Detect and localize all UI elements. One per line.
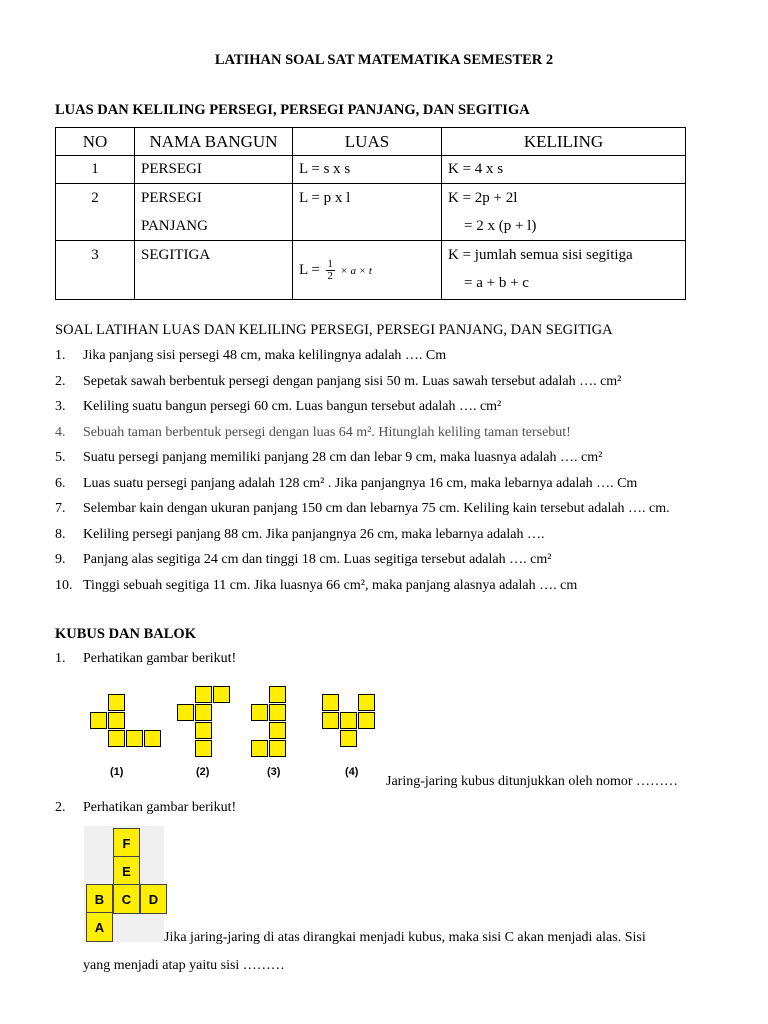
row-no: 1: [56, 156, 135, 184]
section-heading-exercises: SOAL LATIHAN LUAS DAN KELILING PERSEGI, PERSEGI PANJANG, DAN SEGITIGA: [55, 322, 613, 338]
row-keliling: [442, 184, 686, 241]
list-item: 3. Keliling suatu bangun persegi 60 cm. Luas bangun tersebut adalah …. cm²: [55, 399, 502, 414]
cube-question-2-desc-2: yang menjadi atap yaitu sisi ………: [83, 958, 285, 973]
header-luas: LUAS: [293, 128, 442, 156]
row-name-line1: PERSEGI: [141, 190, 202, 206]
keliling-line2: = 2 x (p + l): [464, 218, 537, 234]
cube-question-2-desc-1: Jika jaring-jaring di atas dirangkai menjadi kubus, maka sisi C akan menjadi alas. Sisi: [164, 930, 646, 945]
table-row: [56, 241, 686, 300]
section-heading-cubes: KUBUS DAN BALOK: [55, 626, 196, 642]
keliling-line2: = a + b + c: [464, 275, 529, 291]
fraction-numerator: 1: [327, 257, 333, 270]
row-name: SEGITIGA: [135, 241, 293, 300]
net-label-2: (2): [196, 766, 210, 778]
page-title: LATIHAN SOAL SAT MATEMATIKA SEMESTER 2: [214, 52, 554, 68]
row-name-line2: PANJANG: [141, 218, 208, 234]
net-label-4: (4): [345, 766, 359, 778]
list-item: 10. Tinggi sebuah segitiga 11 cm. Jika luasnya 66 cm², maka panjang alasnya adalah …. cm: [55, 577, 578, 593]
row-luas: L = s x s: [293, 156, 442, 184]
face-a: A: [86, 912, 113, 942]
row-name: PERSEGI: [135, 156, 293, 184]
list-item: 1. Jika panjang sisi persegi 48 cm, maka kelilingnya adalah …. Cm: [55, 348, 447, 363]
list-item: 2. Sepetak sawah berbentuk persegi dengan panjang sisi 50 m. Luas sawah tersebut adalah …. cm²: [55, 373, 622, 389]
table-header-row: [56, 128, 686, 156]
list-item: 6. Luas suatu persegi panjang adalah 128 cm² . Jika panjangnya 16 cm, maka lebarnya adalah …. Cm: [55, 475, 638, 491]
table-row: [56, 156, 686, 184]
table-row: [56, 184, 686, 241]
row-luas: L = p x l: [293, 184, 442, 241]
header-keliling: KELILING: [442, 128, 686, 156]
face-b: B: [86, 884, 113, 914]
header-no: NO: [56, 128, 135, 156]
net-label-1: (1): [110, 766, 124, 778]
row-luas: [293, 241, 442, 300]
face-e: E: [113, 856, 140, 886]
row-name: [135, 184, 293, 241]
face-f: F: [113, 828, 140, 858]
list-item: 7. Selembar kain dengan ukuran panjang 150 cm dan lebarnya 75 cm. Keliling kain tersebut adalah …. cm.: [55, 501, 670, 516]
keliling-line1: K = 2p + 2l: [448, 190, 518, 206]
cube-question-1: 1. Perhatikan gambar berikut!: [55, 651, 237, 666]
list-item: 9. Panjang alas segitiga 24 cm dan tinggi 18 cm. Luas segitiga tersebut adalah …. cm²: [55, 552, 552, 567]
row-no: 3: [56, 241, 135, 300]
list-item: 5. Suatu persegi panjang memiliki panjang 28 cm dan lebar 9 cm, maka luasnya adalah …. cm²: [55, 450, 603, 465]
row-keliling: K = 4 x s: [442, 156, 686, 184]
keliling-line1: K = jumlah semua sisi segitiga: [448, 247, 633, 263]
header-name: NAMA BANGUN: [135, 128, 293, 156]
cube-question-2: 2. Perhatikan gambar berikut!: [55, 800, 237, 815]
formula-table: [55, 127, 686, 300]
cube-question-1-answer: Jaring-jaring kubus ditunjukkan oleh nomor ………: [386, 774, 679, 789]
net-label-3: (3): [267, 766, 281, 778]
fraction-half: [326, 259, 335, 282]
row-keliling: [442, 241, 686, 300]
exercise-list: [55, 348, 670, 603]
row-no: 2: [56, 184, 135, 241]
section-heading-formulas: LUAS DAN KELILING PERSEGI, PERSEGI PANJANG, DAN SEGITIGA: [55, 102, 530, 118]
face-c: C: [113, 884, 140, 914]
list-item: 8. Keliling persegi panjang 88 cm. Jika panjangnya 26 cm, maka lebarnya adalah ….: [55, 526, 545, 542]
fraction-denominator: 2: [327, 269, 333, 282]
list-item: 4. Sebuah taman berbentuk persegi dengan luas 64 m². Hitunglah keliling taman tersebut!: [55, 424, 571, 440]
luas-prefix: L =: [299, 261, 320, 278]
luas-suffix: × a × t: [340, 264, 372, 277]
face-d: D: [140, 884, 167, 914]
